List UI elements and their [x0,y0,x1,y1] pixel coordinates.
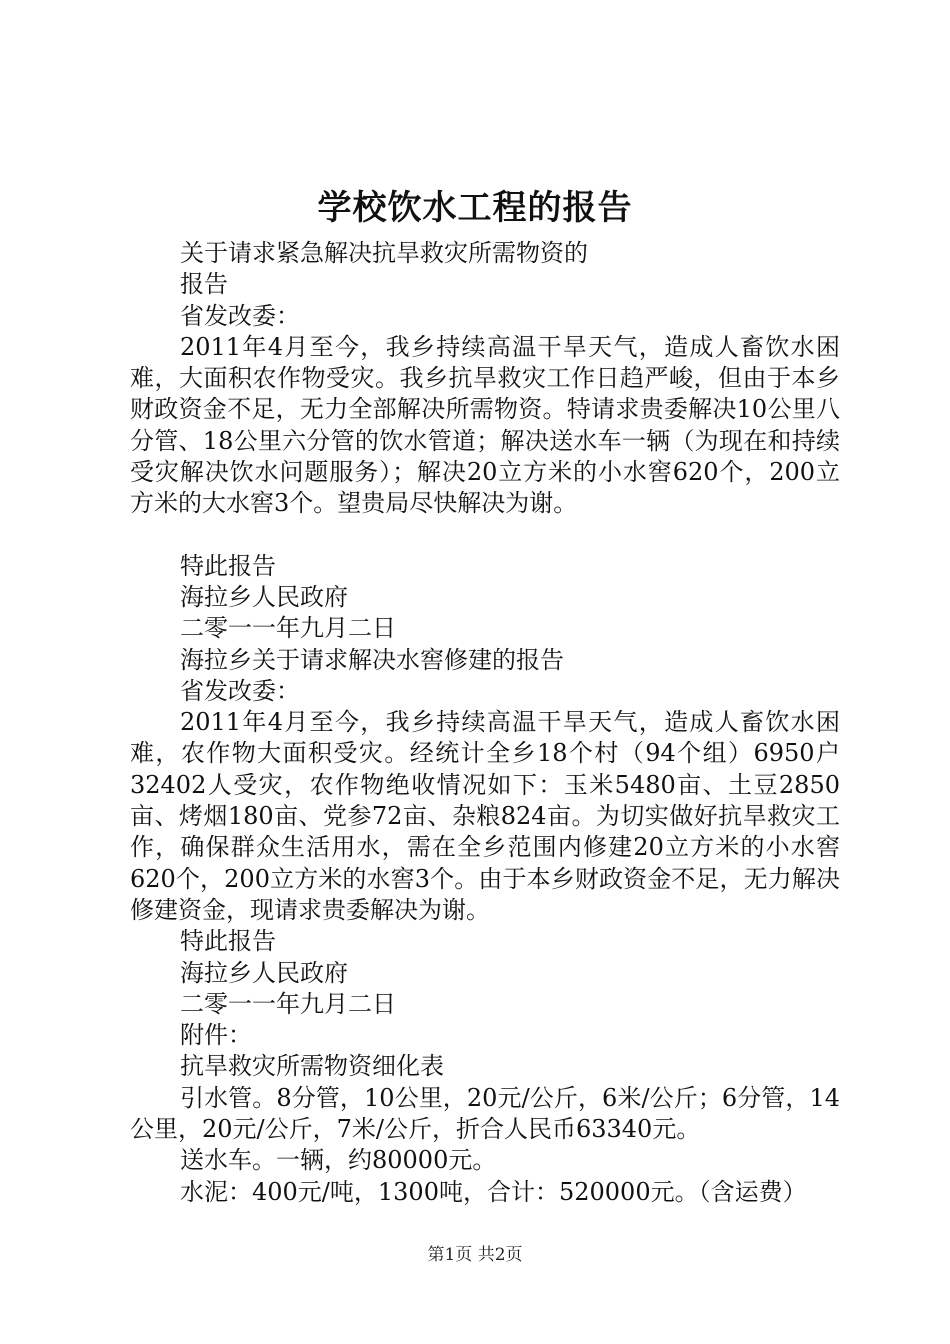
document-body [130,238,840,1208]
attachment-item: 送水车。一辆，约80000元。 [180,1146,497,1175]
signature-date: 二零一一年九月二日 [180,614,396,643]
body-paragraph: 2011年4月至今，我乡持续高温干旱天气，造成人畜饮水困难，农作物大面积受灾。经统计全乡18个村（94个组）6950户32402人受灾，农作物绝收情况如下：玉米5480亩、土豆2850亩、烤烟180亩、党参72亩、杂粮824亩。为切实做好抗旱救灾工作，确保群众生活用水，需在全乡范围内修建20立方米的小水窖620个，200立方米的水窖3个。由于本乡财政资金不足，无力解决修建资金，现请求贵委解决为谢。 [130,708,840,924]
report-heading-line1: 关于请求紧急解决抗旱救灾所需物资的 [180,239,588,267]
signature-org: 海拉乡人民政府 [180,958,348,987]
salutation: 省发改委： [180,301,300,330]
salutation: 省发改委： [180,676,300,705]
paragraph-spacer [130,520,840,551]
attachment-title: 抗旱救灾所需物资细化表 [180,1052,444,1081]
page-number-footer: 第1页 共2页 [427,1245,523,1265]
attachment-item: 水泥：400元/吨，1300吨，合计：520000元。（含运费） [180,1177,807,1206]
report-heading-line2: 报告 [180,270,228,299]
attachment-item: 引水管。8分管，10公里，20元/公斤，6米/公斤；6分管，14公里，20元/公斤，7米/公斤，折合人民币63340元。 [130,1083,840,1144]
signature-org: 海拉乡人民政府 [180,582,348,611]
document-title: 学校饮水工程的报告 [317,188,633,228]
second-report-heading: 海拉乡关于请求解决水窖修建的报告 [180,645,564,674]
body-paragraph: 2011年4月至今，我乡持续高温干旱天气，造成人畜饮水困难，大面积农作物受灾。我乡抗旱救灾工作日趋严峻，但由于本乡财政资金不足，无力全部解决所需物资。特请求贵委解决10公里八分管、18公里六分管的饮水管道；解决送水车一辆（为现在和持续受灾解决饮水问题服务）；解决20立方米的小水窖620个，200立方米的大水窖3个。望贵局尽快解决为谢。 [130,332,840,518]
attachment-label: 附件： [180,1021,252,1050]
closing-line: 特此报告 [180,551,276,580]
closing-line: 特此报告 [180,927,276,956]
signature-date: 二零一一年九月二日 [180,989,396,1018]
